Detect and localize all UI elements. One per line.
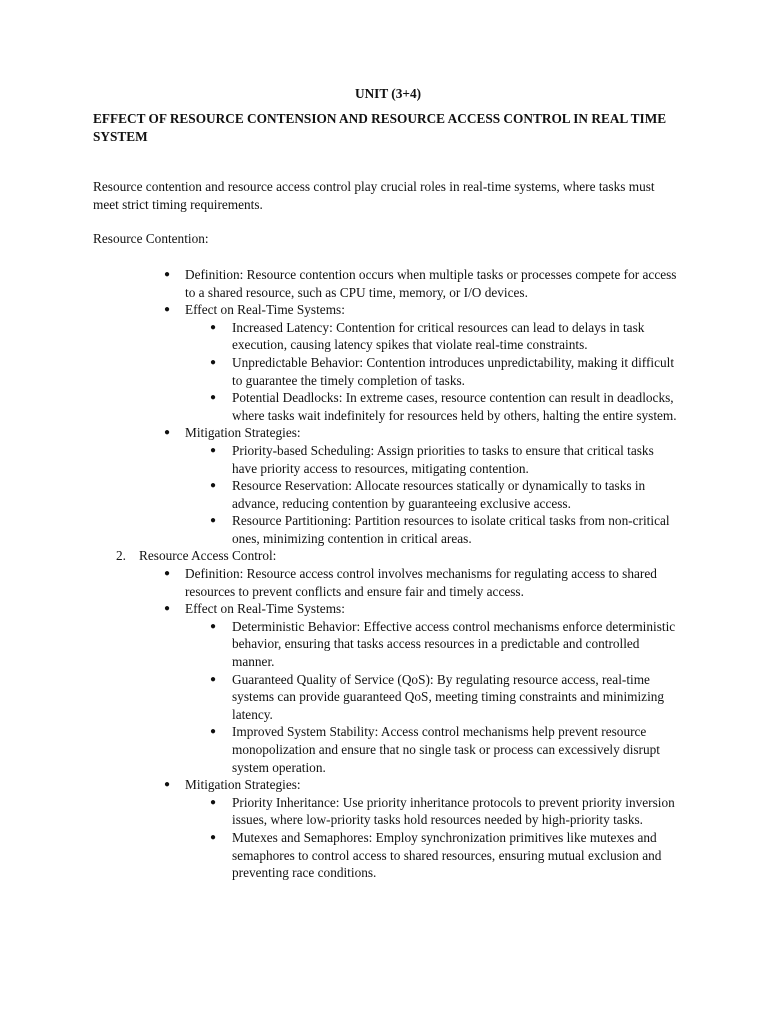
effect-text: Unpredictable Behavior: Contention introduces unpredictability, making it difficult to guarantee the timely completion of tasks. <box>232 354 675 388</box>
list-item <box>210 389 677 424</box>
effect-text: Guaranteed Quality of Service (QoS): By regulating resource access, real-time systems can provide guaranteed QoS, meeting timing constraints and minimizing latency. <box>232 671 665 722</box>
bullet-icon: ● <box>210 392 217 404</box>
mitigation-text: Resource Partitioning: Partition resources to isolate critical tasks from non-critical ones, minimizing contention in critical areas. <box>232 513 670 546</box>
bullet-icon: ● <box>210 726 217 738</box>
bullet-icon: ● <box>210 831 217 843</box>
bullet-icon: ● <box>210 620 217 632</box>
section-heading-resource-access-control: Resource Access Control: <box>139 548 277 564</box>
list-item <box>164 266 680 301</box>
effects-sublist <box>185 618 680 776</box>
bullet-icon: ● <box>210 515 217 527</box>
mitigation-text: Priority Inheritance: Use priority inheritance protocols to prevent priority inversion issues, where low-priority tasks hold resources needed by high-priority tasks. <box>232 794 675 828</box>
bullet-icon: ● <box>210 796 217 808</box>
bullet-icon: ● <box>210 673 217 685</box>
list-item <box>210 671 677 724</box>
effect-text: Potential Deadlocks: In extreme cases, resource contention can result in deadlocks, where tasks wait indefinitely for resources held by others, halting the entire system. <box>232 390 677 423</box>
document-page <box>93 85 683 882</box>
list-item <box>210 477 677 512</box>
list-item <box>210 354 677 389</box>
bullet-icon: ● <box>210 480 217 492</box>
mitigation-label: Mitigation Strategies: <box>185 425 301 441</box>
mitigation-label: Mitigation Strategies: <box>185 777 301 793</box>
intro-paragraph: Resource contention and resource access control play crucial roles in real-time systems, where tasks must meet strict timing requirements. <box>93 179 655 212</box>
section-heading-resource-contention: Resource Contention: <box>93 231 209 247</box>
numbered-section-resource-access-control <box>116 547 683 881</box>
mitigation-text: Mutexes and Semaphores: Employ synchronization primitives like mutexes and semaphores to control access to shared resources, ensuring mutual exclusion and preventing race conditions. <box>232 829 662 881</box>
section-number: 2. <box>116 548 126 564</box>
bullet-icon: ● <box>164 304 171 316</box>
list-item <box>210 618 677 671</box>
unit-title: UNIT (3+4) <box>354 86 422 101</box>
mitigation-text: Resource Reservation: Allocate resources statically or dynamically to tasks in advance, reducing contention by guaranteeing exclusive access. <box>232 478 646 511</box>
list-item <box>210 442 677 477</box>
list-item <box>210 319 677 354</box>
mitigations-sublist <box>185 794 680 882</box>
list-item <box>164 301 680 424</box>
bullet-icon: ● <box>164 568 171 580</box>
bullet-icon: ● <box>164 779 171 791</box>
list-item <box>164 600 680 776</box>
list-item <box>210 512 677 547</box>
mitigations-sublist <box>185 442 680 548</box>
list-item <box>210 723 677 776</box>
bullet-icon: ● <box>164 268 171 280</box>
mitigation-text: Priority-based Scheduling: Assign priorities to tasks to ensure that critical tasks have priority access to resources, mitigating contention. <box>232 442 654 476</box>
bullet-icon: ● <box>164 427 171 439</box>
effects-sublist <box>185 319 680 425</box>
effect-text: Improved System Stability: Access control mechanisms help prevent resource monopolization and ensure that no single task or process can excessively disrupt system operation. <box>232 724 660 775</box>
resource-access-control-list <box>139 565 683 882</box>
bullet-icon: ● <box>164 603 171 615</box>
effect-text: Increased Latency: Contention for critical resources can lead to delays in task execution, causing latency spikes that violate real-time constraints. <box>232 319 645 353</box>
bullet-icon: ● <box>210 444 217 456</box>
list-item <box>164 565 680 600</box>
list-item <box>164 776 680 882</box>
definition-text: Definition: Resource contention occurs when multiple tasks or processes compete for access to a shared resource, such as CPU time, memory, or I/O devices. <box>185 266 677 300</box>
definition-text: Definition: Resource access control involves mechanisms for regulating access to shared resources to prevent conflicts and ensure fair and timely access. <box>185 566 657 599</box>
effect-text: Deterministic Behavior: Effective access control mechanisms enforce deterministic behavior, ensuring that tasks access resources in a predictable and controlled manner. <box>232 618 676 670</box>
bullet-icon: ● <box>210 321 217 333</box>
document-title: EFFECT OF RESOURCE CONTENSION AND RESOURCE ACCESS CONTROL IN REAL TIME SYSTEM <box>93 111 667 144</box>
list-item <box>210 794 677 829</box>
bullet-icon: ● <box>210 356 217 368</box>
effect-label: Effect on Real-Time Systems: <box>185 601 345 617</box>
list-item <box>164 424 680 547</box>
resource-contention-list <box>93 266 683 548</box>
effect-label: Effect on Real-Time Systems: <box>185 302 345 318</box>
list-item <box>210 829 677 882</box>
